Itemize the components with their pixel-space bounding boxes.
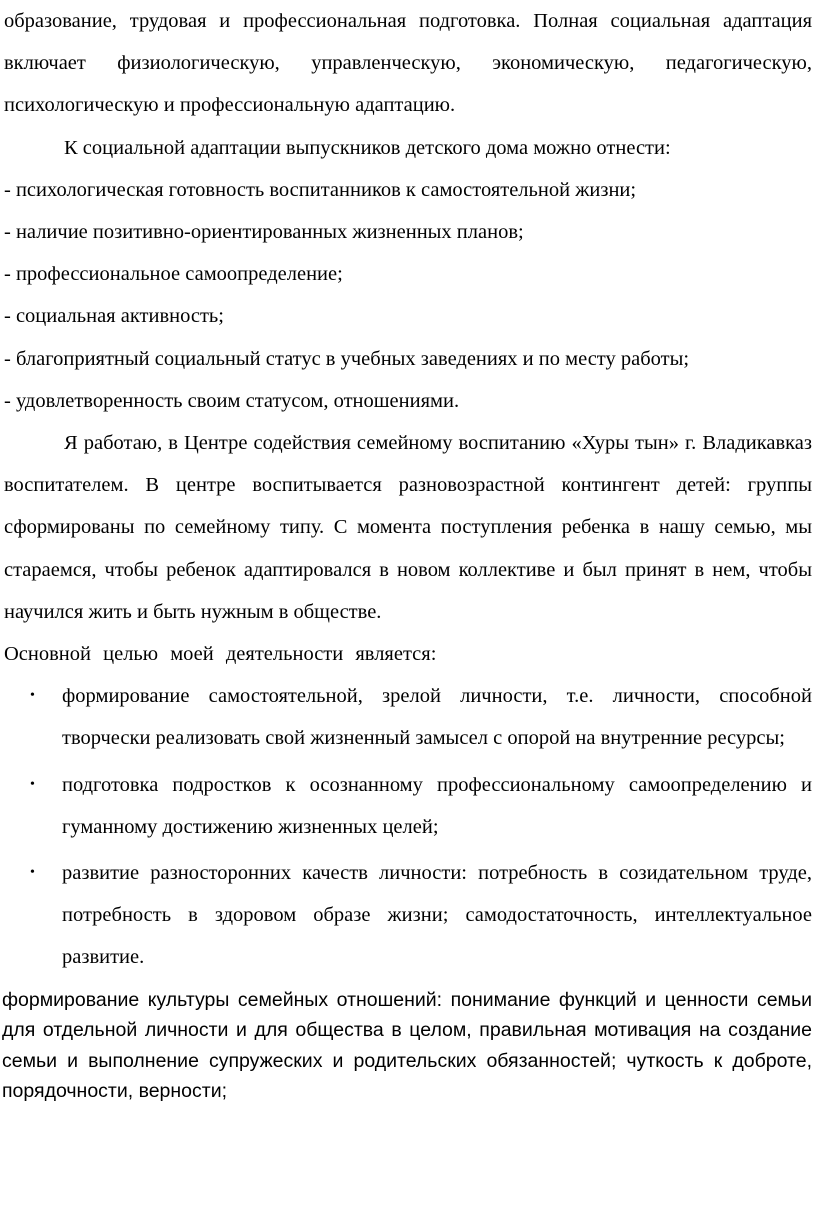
- bullet-item: [0, 852, 816, 979]
- bullet-text: подготовка подростков к осознанному профессиональному самоопределению и гуманному достижению жизненных целей;: [62, 773, 812, 838]
- dash-item: - психологическая готовность воспитанников к самостоятельной жизни;: [4, 178, 637, 201]
- bullet-text: развитие разносторонних качеств личности: потребность в созидательном труде, потребность в здоровом образе жизни; самодостаточность, интеллектуальное развитие.: [62, 862, 812, 969]
- bullet-list: [0, 675, 816, 978]
- bullet-dot-icon: •: [30, 776, 35, 792]
- bullet-item: [0, 675, 816, 759]
- bullet-text: формирование самостоятельной, зрелой личности, т.е. личности, способной творчески реализовать свой жизненный замысел с опорой на внутренние ресурсы;: [62, 685, 812, 750]
- dash-item: - наличие позитивно-ориентированных жизненных планов;: [4, 221, 524, 244]
- dash-item: - профессиональное самоопределение;: [4, 263, 343, 286]
- bullet-dot-icon: •: [30, 865, 35, 881]
- bullet-item: [0, 764, 816, 848]
- goal-line: Основной целью моей деятельности является:: [4, 643, 437, 666]
- dash-list: [0, 169, 816, 422]
- work-paragraph: Я работаю, в Центре содействия семейному воспитанию «Хуры тын» г. Владикавказ воспитателем. В центре воспитывается разновозрастной контингент детей: группы сформированы по семейному типу. С момента поступления ребенка в нашу семью, мы стараемся, чтобы ребенок адаптировался в новом коллективе и был принят в нем, чтобы научился жить и быть нужным в обществе.: [4, 432, 812, 623]
- list-intro: К социальной адаптации выпускников детского дома можно отнести:: [64, 136, 671, 159]
- intro-paragraph: образование, трудовая и профессиональная подготовка. Полная социальная адаптация включает физиологическую, управленческую, экономическую, педагогическую, психологическую и профессиональную адаптацию.: [4, 10, 812, 117]
- dash-item: - благоприятный социальный статус в учебных заведениях и по месту работы;: [4, 347, 690, 370]
- dash-item: - социальная активность;: [4, 305, 224, 328]
- final-paragraph: формирование культуры семейных отношений: понимание функций и ценности семьи для отдельной личности и для общества в целом, правильная мотивация на создание семьи и выполнение супружеских и родительских обязанностей; чуткость к доброте, порядочности, верности;: [2, 988, 812, 1103]
- bullet-dot-icon: •: [30, 688, 35, 704]
- dash-item: - удовлетворенность своим статусом, отношениями.: [4, 389, 460, 412]
